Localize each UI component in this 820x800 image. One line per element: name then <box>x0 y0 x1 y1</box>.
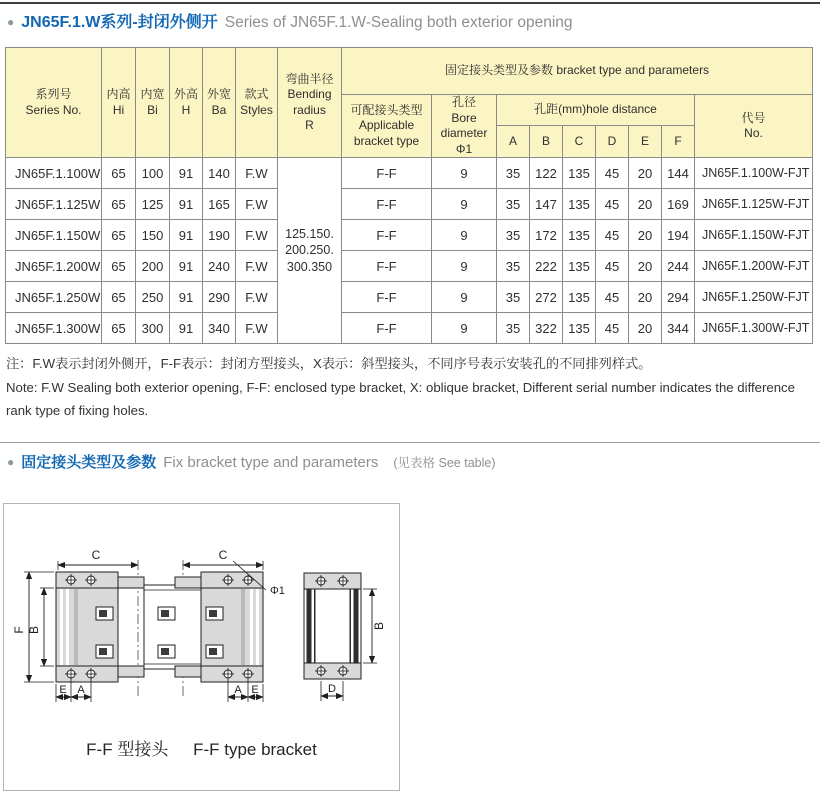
cell-ba: 290 <box>203 282 236 313</box>
cell-style: F.W <box>236 282 278 313</box>
cell-bore: 9 <box>432 282 497 313</box>
cell-code: JN65F.1.125W-FJT <box>695 189 813 220</box>
cell-code: JN65F.1.100W-FJT <box>695 158 813 189</box>
left-link-view <box>56 572 144 682</box>
table-row <box>6 220 813 251</box>
col-header-c: C <box>563 126 596 158</box>
col-header-hi <box>102 48 136 158</box>
col-header-applicable-bracket <box>342 95 432 158</box>
cell-ba: 190 <box>203 220 236 251</box>
header-text: Styles <box>240 102 273 117</box>
table-row <box>6 251 813 282</box>
cell-bending-radius <box>278 158 342 344</box>
header-text: 内高 <box>106 87 131 102</box>
header-text: 代号 <box>741 110 766 125</box>
cell-e: 20 <box>629 282 662 313</box>
bending-radius-line: 125.150. <box>285 226 334 241</box>
cell-e: 20 <box>629 220 662 251</box>
cell-ba: 340 <box>203 313 236 344</box>
dim-label-d: D <box>328 683 336 695</box>
cell-bracket: F-F <box>342 189 432 220</box>
cell-e: 20 <box>629 158 662 189</box>
cell-e: 20 <box>629 251 662 282</box>
cell-f: 144 <box>662 158 695 189</box>
bending-radius-line: 300.350 <box>286 260 333 275</box>
cell-series: JN65F.1.200W <box>6 251 102 282</box>
cell-hi: 65 <box>102 251 136 282</box>
cell-h: 91 <box>170 313 203 344</box>
cell-f: 194 <box>662 220 695 251</box>
section2-title-en: Fix bracket type and parameters <box>163 454 379 471</box>
cell-bracket: F-F <box>342 282 432 313</box>
table-row <box>6 313 813 344</box>
col-header-bore-diameter <box>432 95 497 158</box>
header-text: 可配接头类型 <box>350 102 423 117</box>
header-text: 款式 <box>244 87 269 102</box>
top-rule <box>0 2 820 4</box>
header-text: Bending <box>287 87 332 102</box>
header-text: bracket type and parameters <box>556 63 710 78</box>
dim-label-f: F <box>12 626 26 634</box>
col-header-b: B <box>530 126 563 158</box>
bullet-icon: ● <box>7 15 15 29</box>
cell-bracket: F-F <box>342 220 432 251</box>
cell-ba: 165 <box>203 189 236 220</box>
cell-series: JN65F.1.125W <box>6 189 102 220</box>
section-divider <box>0 442 820 443</box>
cell-series: JN65F.1.150W <box>6 220 102 251</box>
cell-series: JN65F.1.100W <box>6 158 102 189</box>
header-text: Bi <box>147 102 158 117</box>
col-header-bending-radius <box>278 48 342 158</box>
cell-bi: 200 <box>136 251 170 282</box>
dim-label-a-right: A <box>234 684 242 696</box>
page-title-cn: JN65F.1.W系列-封闭外侧开 <box>21 14 218 31</box>
header-text: 固定接头类型及参数 <box>444 63 553 78</box>
header-text: 孔距(mm)hole distance <box>534 102 657 117</box>
cell-c: 135 <box>563 313 596 344</box>
cell-a: 35 <box>497 282 530 313</box>
bullet-icon: ● <box>7 455 15 469</box>
cell-h: 91 <box>170 158 203 189</box>
cell-code: JN65F.1.150W-FJT <box>695 220 813 251</box>
header-text: 孔径 <box>451 95 476 109</box>
cell-bore: 9 <box>432 313 497 344</box>
cell-h: 91 <box>170 220 203 251</box>
cell-hi: 65 <box>102 189 136 220</box>
header-text: H <box>181 102 191 117</box>
cell-hi: 65 <box>102 158 136 189</box>
table-row <box>6 189 813 220</box>
cell-bi: 300 <box>136 313 170 344</box>
cell-code: JN65F.1.250W-FJT <box>695 282 813 313</box>
dim-label-phi1: Φ1 <box>270 585 285 597</box>
section2-title <box>7 451 496 472</box>
header-row-1 <box>6 48 813 95</box>
header-text: Series No. <box>25 102 82 117</box>
table-body <box>6 158 813 344</box>
table-row <box>6 158 813 189</box>
cell-bracket: F-F <box>342 251 432 282</box>
cell-d: 45 <box>596 158 629 189</box>
header-text: Hi <box>112 102 125 117</box>
col-header-bi <box>136 48 170 158</box>
dim-label-a-left: A <box>77 684 85 696</box>
col-header-e: E <box>629 126 662 158</box>
cell-style: F.W <box>236 251 278 282</box>
bracket-drawing-panel <box>3 503 400 791</box>
cell-bi: 150 <box>136 220 170 251</box>
cell-c: 135 <box>563 220 596 251</box>
cell-series: JN65F.1.250W <box>6 282 102 313</box>
page-title-en: Series of JN65F.1.W-Sealing both exterior opening <box>224 14 573 31</box>
table-head <box>6 48 813 158</box>
header-text: 弯曲半径 <box>285 71 334 86</box>
header-text: 外高 <box>173 87 198 102</box>
bending-radius-line: 200.250. <box>285 243 334 258</box>
group-header-bracket <box>342 48 813 95</box>
section2-title-cn: 固定接头类型及参数 <box>21 454 157 471</box>
cell-c: 135 <box>563 158 596 189</box>
cell-d: 45 <box>596 251 629 282</box>
note-en: Note: F.W Sealing both exterior opening, F-F: enclosed type bracket, X: oblique bracket, Different serial number indicates the difference rank type of fixing holes. <box>6 380 795 418</box>
header-text: radius <box>293 102 326 117</box>
cell-e: 20 <box>629 313 662 344</box>
cell-a: 35 <box>497 189 530 220</box>
col-header-series <box>6 48 102 158</box>
cell-f: 344 <box>662 313 695 344</box>
header-text: Φ1 <box>455 141 473 156</box>
cell-c: 135 <box>563 251 596 282</box>
cell-b: 172 <box>530 220 563 251</box>
header-text: 外宽 <box>206 87 231 102</box>
cell-bi: 125 <box>136 189 170 220</box>
cell-bore: 9 <box>432 251 497 282</box>
col-header-d: D <box>596 126 629 158</box>
cell-code: JN65F.1.300W-FJT <box>695 313 813 344</box>
see-table-hint: (见表格 See table) <box>393 456 496 470</box>
page-title <box>7 9 573 32</box>
cell-hi: 65 <box>102 313 136 344</box>
cell-a: 35 <box>497 313 530 344</box>
cell-style: F.W <box>236 189 278 220</box>
cell-b: 147 <box>530 189 563 220</box>
table-row <box>6 282 813 313</box>
header-text: R <box>305 118 314 133</box>
cell-a: 35 <box>497 158 530 189</box>
cell-h: 91 <box>170 282 203 313</box>
header-text: No. <box>744 126 763 141</box>
header-text: Applicable <box>358 118 415 133</box>
cell-hi: 65 <box>102 282 136 313</box>
col-header-styles <box>236 48 278 158</box>
header-text: 系列号 <box>35 87 72 102</box>
note-cn: 注：F.W表示封闭外侧开，F-F表示：封闭方型接头，X表示：斜型接头，不同序号表示安装孔的不同排列样式。 <box>6 356 652 371</box>
dim-label-c-left: C <box>91 548 101 562</box>
cell-f: 294 <box>662 282 695 313</box>
dim-label-e-right: E <box>251 684 259 696</box>
header-text: bracket type <box>353 133 420 148</box>
cell-d: 45 <box>596 313 629 344</box>
cell-code: JN65F.1.200W-FJT <box>695 251 813 282</box>
dim-label-b-left: B <box>27 625 41 635</box>
cell-ba: 240 <box>203 251 236 282</box>
dim-label-e-left: E <box>59 684 67 696</box>
col-header-h <box>170 48 203 158</box>
cell-style: F.W <box>236 313 278 344</box>
cell-bi: 250 <box>136 282 170 313</box>
header-text: Bore diameter <box>440 110 488 141</box>
notes <box>6 352 816 422</box>
cell-bi: 100 <box>136 158 170 189</box>
drawing-caption <box>4 735 399 760</box>
cell-d: 45 <box>596 282 629 313</box>
cell-b: 122 <box>530 158 563 189</box>
cell-d: 45 <box>596 189 629 220</box>
col-header-a: A <box>497 126 530 158</box>
cell-bracket: F-F <box>342 158 432 189</box>
cell-h: 91 <box>170 189 203 220</box>
cell-f: 169 <box>662 189 695 220</box>
col-header-f: F <box>662 126 695 158</box>
cell-h: 91 <box>170 251 203 282</box>
cell-e: 20 <box>629 189 662 220</box>
cell-b: 222 <box>530 251 563 282</box>
dim-label-b-right: B <box>372 621 386 631</box>
spec-table <box>5 47 813 344</box>
cell-style: F.W <box>236 158 278 189</box>
header-text: 内宽 <box>140 87 165 102</box>
drawing-caption-en: F-F type bracket <box>193 740 317 759</box>
header-text: Ba <box>211 102 227 117</box>
cell-hi: 65 <box>102 220 136 251</box>
end-view <box>304 573 361 679</box>
cell-bore: 9 <box>432 189 497 220</box>
cell-style: F.W <box>236 220 278 251</box>
col-header-ba <box>203 48 236 158</box>
cell-bracket: F-F <box>342 313 432 344</box>
cell-bore: 9 <box>432 158 497 189</box>
cell-b: 322 <box>530 313 563 344</box>
cell-series: JN65F.1.300W <box>6 313 102 344</box>
drawing-caption-cn: F-F 型接头 <box>86 740 169 759</box>
cell-bore: 9 <box>432 220 497 251</box>
dim-label-c-right: C <box>218 548 228 562</box>
cell-d: 45 <box>596 220 629 251</box>
middle-connector <box>130 581 201 673</box>
cell-a: 35 <box>497 251 530 282</box>
group-header-hole-distance <box>497 95 695 126</box>
col-header-code <box>695 95 813 158</box>
cell-b: 272 <box>530 282 563 313</box>
cell-c: 135 <box>563 282 596 313</box>
cell-ba: 140 <box>203 158 236 189</box>
cell-c: 135 <box>563 189 596 220</box>
cell-f: 244 <box>662 251 695 282</box>
cell-a: 35 <box>497 220 530 251</box>
